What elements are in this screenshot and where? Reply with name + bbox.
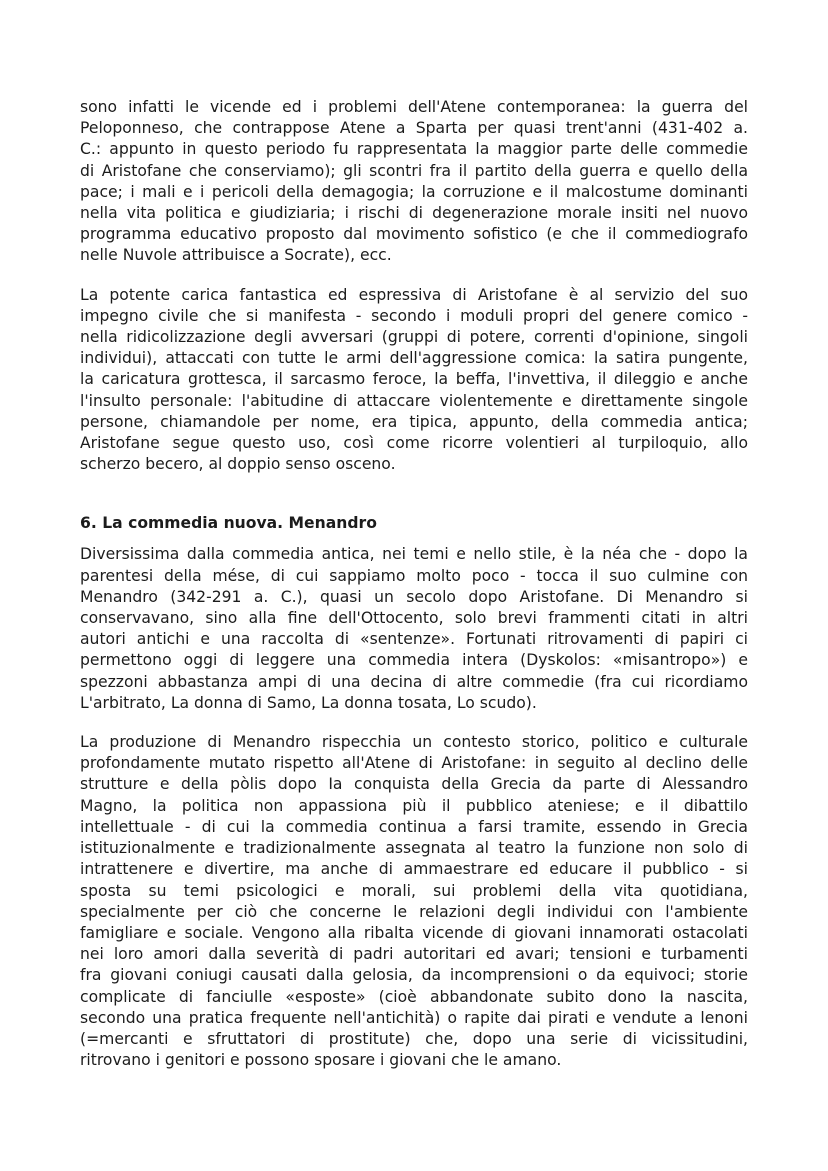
text-line: l'insulto personale: l'abitudine di attaccare violentemente e direttamente singole (80, 391, 748, 410)
text-line: nei loro amori dalla severità di padri autoritari ed avari; tensioni e turbamenti (80, 945, 748, 964)
text-line: Menandro (342-291 a. C.), quasi un secolo dopo Aristofane. Di Menandro si (80, 587, 748, 606)
text-line: scherzo becero, al doppio senso osceno. (80, 455, 396, 474)
text-line: spezzoni abbastanza ampi di una decina di altre commedie (fra cui ricordiamo (80, 672, 748, 691)
text-line: nelle Nuvole attribuisce a Socrate), ecc. (80, 246, 392, 265)
text-line: Peloponneso, che contrappose Atene a Sparta per quasi trent'anni (431-402 a. (80, 119, 748, 138)
text-line: (=mercanti e sfruttatori di prostitute) che, dopo una serie di vicissitudini, (80, 1029, 748, 1048)
text-line: persone, chiamandole per nome, era tipica, appunto, della commedia antica; (80, 412, 748, 431)
text-line: specialmente per ciò che concerne le relazioni degli individui con l'ambiente (80, 902, 748, 921)
text-line: Aristofane segue questo uso, così come ricorre volentieri al turpiloquio, allo (80, 434, 748, 453)
text-line: intrattenere e divertire, ma anche di ammaestrare ed educare il pubblico - si (80, 860, 748, 879)
text-line: parentesi della mése, di cui sappiamo molto poco - tocca il suo culmine con (80, 566, 748, 585)
text-line: permettono oggi di leggere una commedia intera (Dyskolos: «misantropo») e (80, 651, 748, 670)
text-line: individui), attaccati con tutte le armi dell'aggressione comica: la satira pungente, (80, 349, 748, 368)
text-line: L'arbitrato, La donna di Samo, La donna tosata, Lo scudo). (80, 693, 537, 712)
text-line: strutture e della pòlis dopo Ia conquista della Grecia da parte di Alessandro (80, 775, 748, 794)
paragraph (80, 285, 748, 476)
text-line: La produzione di Menandro rispecchia un contesto storico, politico e culturale (80, 733, 748, 752)
paragraph (80, 732, 748, 1071)
text-line: secondo una pratica frequente nell'antichità) o rapite dai pirati e vendute a lenoni (80, 1008, 748, 1027)
text-line: ritrovano i genitori e possono sposare i giovani che le amano. (80, 1051, 562, 1070)
text-line: istituzionalmente e tradizionalmente assegnata al teatro la funzione non solo di (80, 839, 748, 858)
text-line: famigliare e sociale. Vengono alla ribalta vicende di giovani innamorati ostacolati (80, 923, 748, 942)
text-line: pace; i mali e i pericoli della demagogia; la corruzione e il malcostume dominanti (80, 182, 748, 201)
text-line: la caricatura grottesca, il sarcasmo feroce, la beffa, l'invettiva, il dileggio e anche (80, 370, 748, 389)
text-line: fra giovani coniugi causati dalla gelosia, da incomprensioni o da equivoci; storie (80, 966, 748, 985)
text-line: sposta su temi psicologici e morali, sui problemi della vita quotidiana, (80, 881, 748, 900)
text-line: Diversissima dalla commedia antica, nei temi e nello stile, è la néa che - dopo la (80, 545, 748, 564)
paragraph (80, 97, 748, 267)
top-section (80, 97, 748, 475)
text-line: programma educativo proposto dal movimento sofistico (e che il commediografo (80, 225, 748, 244)
section-heading: 6. La commedia nuova. Menandro (80, 514, 377, 533)
bottom-section (80, 544, 748, 1071)
text-line: autori antichi e una raccolta di «sentenze». Fortunati ritrovamenti di papiri ci (80, 630, 748, 649)
text-line: intellettuale - di cui la commedia continua a farsi tramite, essendo in Grecia (80, 817, 748, 836)
text-line: La potente carica fantastica ed espressiva di Aristofane è al servizio del suo (80, 285, 748, 304)
text-line: complicate di fanciulle «esposte» (cioè abbandonate subito dono Ia nascita, (80, 987, 748, 1006)
text-line: C.: appunto in questo periodo fu rappresentata la maggior parte delle commedie (80, 140, 748, 159)
text-line: sono infatti le vicende ed i problemi dell'Atene contemporanea: la guerra del (80, 98, 748, 116)
text-line: impegno civile che si manifesta - secondo i moduli propri del genere comico - (80, 306, 748, 325)
text-line: conservavano, sino alla fine dell'Ottocento, solo brevi frammenti citati in altri (80, 609, 748, 628)
text-line: nella ridicolizzazione degli avversari (gruppi di potere, correnti d'opinione, singoli (80, 328, 748, 347)
text-line: nella vita politica e giudiziaria; i rischi di degenerazione morale insiti nel nuovo (80, 204, 748, 223)
document-page (80, 97, 748, 1089)
text-line: di Aristofane che conserviamo); gli scontri fra il partito della guerra e quello della (80, 161, 748, 180)
paragraph (80, 544, 748, 714)
text-line: Magno, la politica non appassiona più il pubblico ateniese; e il dibattilo (80, 796, 748, 815)
text-line: profondamente mutato rispetto all'Atene di Aristofane: in seguito al declino delle (80, 754, 748, 773)
